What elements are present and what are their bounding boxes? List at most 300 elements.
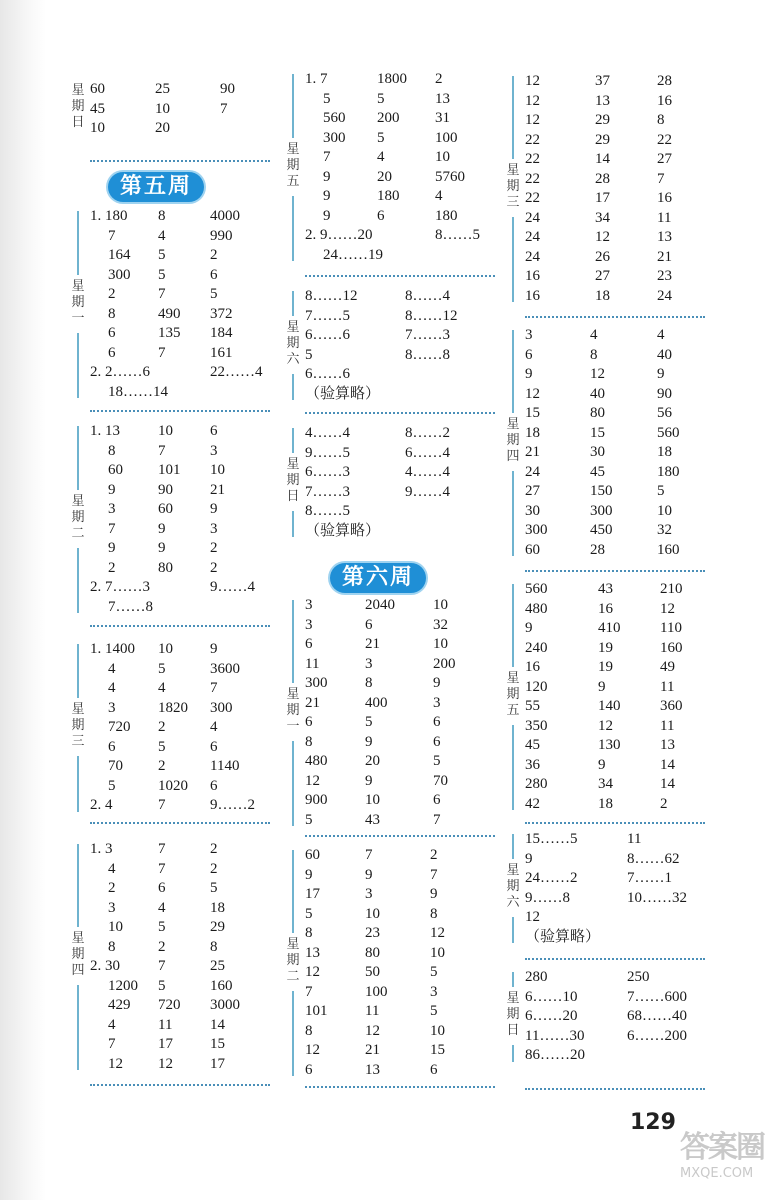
- answer-value: 26: [595, 248, 610, 265]
- answer-row: [305, 846, 495, 866]
- answer-row: [90, 266, 270, 286]
- answer-value: 2040: [365, 597, 395, 613]
- answer-value: 3: [305, 616, 313, 633]
- answer-value: 9: [365, 733, 373, 750]
- answer-row: [90, 344, 270, 364]
- answer-value: 12: [525, 92, 540, 109]
- answer-value: 43: [365, 811, 380, 828]
- answer-value: 10: [155, 100, 170, 117]
- dotted-separator: [90, 822, 270, 824]
- answer-row: [525, 619, 705, 639]
- answer-row: [90, 481, 270, 501]
- answer-row: [525, 228, 705, 248]
- answer-value: 3000: [210, 997, 240, 1013]
- answer-value: 10: [90, 120, 105, 136]
- answer-rows: [305, 424, 495, 541]
- answer-value: 180: [657, 463, 680, 480]
- day-label-bar: [512, 76, 514, 159]
- answer-value: 6: [210, 777, 218, 794]
- answer-row: [90, 100, 270, 120]
- answer-row: [525, 72, 705, 92]
- answer-value: 4000: [210, 208, 240, 224]
- answer-value: 5: [158, 738, 166, 755]
- section-week5-saturday: [285, 287, 495, 404]
- answer-row: [90, 207, 270, 227]
- answer-row: [90, 246, 270, 266]
- answer-value: 1. 3: [90, 841, 113, 857]
- answer-value: 17: [158, 1036, 173, 1052]
- answer-value: 2: [158, 719, 166, 735]
- answer-value: 56: [657, 405, 672, 421]
- answer-row: [525, 131, 705, 151]
- answer-row: [305, 70, 495, 90]
- answer-row: [525, 209, 705, 229]
- answer-value: 5760: [435, 168, 465, 185]
- answer-row: [305, 616, 495, 636]
- answer-row: [90, 1016, 270, 1036]
- answer-value: 14: [660, 776, 675, 792]
- day-label: [70, 931, 86, 979]
- answer-value: 6: [210, 423, 218, 439]
- answer-value: 720: [108, 719, 131, 735]
- answer-value: 2: [210, 860, 218, 877]
- answer-value: 180: [377, 188, 400, 204]
- answer-column-3: [505, 70, 705, 1100]
- answer-value: 24: [525, 463, 540, 480]
- answer-value: 9: [430, 886, 438, 902]
- answer-value: 7: [158, 286, 166, 302]
- answer-value: 240: [525, 639, 548, 656]
- answer-value: 27: [595, 268, 610, 284]
- answer-value: 14: [210, 1016, 225, 1033]
- answer-value: 24……2: [525, 870, 578, 886]
- answer-value: 161: [210, 344, 233, 361]
- answer-row: [525, 346, 705, 366]
- day-label-text: 星期一: [71, 278, 85, 326]
- answer-value: 3: [525, 327, 533, 343]
- answer-value: 300: [108, 266, 131, 283]
- answer-value: 7: [108, 1036, 116, 1052]
- dotted-separator: [305, 835, 495, 837]
- answer-value: 5: [657, 483, 665, 499]
- answer-value: 21: [365, 1042, 380, 1058]
- answer-value: 6: [365, 616, 373, 633]
- answer-value: 9: [305, 866, 313, 883]
- day-label-text: 星期三: [506, 163, 520, 210]
- answer-value: 10: [365, 792, 380, 808]
- answer-row: [305, 674, 495, 694]
- answer-row: [90, 860, 270, 880]
- answer-value: 28: [590, 541, 605, 558]
- answer-value: 5: [377, 129, 385, 146]
- answer-value: 9: [525, 366, 533, 382]
- answer-value: 2. 4: [90, 797, 113, 813]
- answer-value: 450: [590, 522, 613, 538]
- answer-rows: [305, 596, 495, 830]
- answer-value: 2: [210, 540, 218, 556]
- answer-value: 184: [210, 325, 233, 341]
- answer-value: 29: [595, 131, 610, 148]
- answer-row: [525, 463, 705, 483]
- section-week6-sunday: [505, 968, 705, 1066]
- answer-value: 6: [305, 636, 313, 652]
- answer-value: 6: [210, 266, 218, 283]
- answer-value: 8……12: [305, 288, 358, 304]
- answer-rows: [305, 287, 495, 404]
- answer-row: [525, 850, 705, 870]
- answer-value: 7……3: [305, 483, 350, 500]
- answer-value: 7: [108, 227, 116, 244]
- answer-value: 49: [660, 659, 675, 675]
- day-label-bar: [512, 584, 514, 667]
- answer-value: 12: [525, 909, 540, 925]
- answer-value: 6: [305, 1061, 313, 1078]
- answer-value: 60: [158, 501, 173, 517]
- answer-value: 410: [598, 620, 621, 636]
- answer-value: 300: [525, 522, 548, 538]
- answer-value: 3: [108, 699, 116, 716]
- answer-row: [305, 635, 495, 655]
- watermark-url: MXQE.COM: [680, 1166, 754, 1181]
- answer-row: [305, 365, 495, 385]
- answer-row: [305, 385, 495, 405]
- answer-value: 40: [657, 346, 672, 363]
- answer-value: 3: [365, 886, 373, 902]
- answer-value: 4……4: [405, 464, 450, 480]
- day-label: [70, 702, 86, 750]
- answer-value: 29: [595, 112, 610, 128]
- answer-row: [90, 640, 270, 660]
- answer-value: 9: [598, 678, 606, 695]
- answer-column-2: [285, 70, 495, 1100]
- answer-value: 300: [590, 502, 613, 519]
- dotted-separator: [305, 412, 495, 414]
- answer-value: 6: [305, 714, 313, 730]
- answer-value: 37: [595, 73, 610, 89]
- answer-value: 13: [305, 944, 320, 961]
- answer-value: 8: [657, 112, 665, 128]
- answer-value: 18: [210, 899, 225, 916]
- answer-value: 4: [108, 860, 116, 877]
- day-label-bar: [77, 548, 79, 614]
- day-label-bar: [512, 471, 514, 556]
- answer-row: [305, 463, 495, 483]
- answer-value: 9: [365, 772, 373, 789]
- answer-value: 27: [657, 151, 672, 167]
- answer-value: 6……6: [305, 327, 350, 343]
- answer-value: 7……3: [405, 327, 450, 343]
- answer-value: 250: [627, 969, 650, 985]
- answer-value: 32: [433, 616, 448, 633]
- answer-value: 45: [525, 737, 540, 753]
- answer-value: 8: [590, 346, 598, 363]
- answer-value: 2: [210, 247, 218, 263]
- answer-value: 15: [590, 424, 605, 441]
- answer-row: [305, 522, 495, 542]
- answer-row: [305, 346, 495, 366]
- answer-row: [305, 772, 495, 792]
- answer-value: 350: [525, 717, 548, 734]
- answer-value: 140: [598, 698, 621, 714]
- answer-row: [305, 307, 495, 327]
- day-label: [70, 494, 86, 542]
- answer-value: 4……4: [305, 425, 350, 441]
- answer-value: 6: [433, 792, 441, 808]
- answer-value: 200: [377, 110, 400, 126]
- dotted-separator: [90, 410, 270, 412]
- answer-row: [525, 795, 705, 815]
- answer-value: 25: [210, 958, 225, 974]
- answer-row: [525, 424, 705, 444]
- answer-row: [305, 226, 495, 246]
- answer-value: 36: [525, 756, 540, 773]
- answer-value: 8……62: [627, 850, 680, 867]
- answer-value: （验算略）: [525, 928, 601, 945]
- answer-value: 9: [210, 641, 218, 657]
- answer-value: 12: [595, 229, 610, 245]
- answer-value: 11: [657, 209, 672, 226]
- answer-value: 6……3: [305, 464, 350, 480]
- answer-row: [90, 660, 270, 680]
- day-label-bar: [77, 211, 79, 275]
- answer-value: 5: [158, 977, 166, 994]
- day-label-text: 星期日: [71, 83, 85, 131]
- answer-row: [90, 227, 270, 247]
- answer-row: [525, 889, 705, 909]
- day-label-bar: [512, 1045, 514, 1062]
- answer-value: 11: [365, 1003, 380, 1019]
- answer-rows: [525, 968, 705, 1066]
- dotted-separator: [525, 1088, 705, 1090]
- answer-value: 12: [158, 1055, 173, 1072]
- answer-row: [305, 944, 495, 964]
- answer-row: [305, 246, 495, 266]
- day-label-bar: [512, 917, 514, 944]
- answer-value: 14: [660, 756, 675, 773]
- section-week5-thursday: [70, 840, 270, 1074]
- answer-value: 14: [595, 151, 610, 167]
- answer-value: 8……4: [405, 288, 450, 304]
- answer-rows: [525, 830, 705, 947]
- day-label: [70, 83, 86, 131]
- section-week5-friday: [285, 70, 495, 265]
- answer-value: 12: [525, 73, 540, 89]
- answer-value: 120: [525, 678, 548, 695]
- answer-row: [90, 363, 270, 383]
- dotted-separator: [525, 316, 705, 318]
- answer-value: 5: [158, 660, 166, 677]
- answer-value: 12: [305, 1042, 320, 1058]
- answer-value: 6……20: [525, 1008, 578, 1024]
- answer-row: [90, 679, 270, 699]
- answer-value: 160: [657, 541, 680, 558]
- answer-value: 10: [158, 423, 173, 439]
- answer-value: 18: [595, 287, 610, 304]
- dotted-separator: [305, 275, 495, 277]
- answer-value: 8: [305, 925, 313, 941]
- answer-row: [525, 908, 705, 928]
- answer-value: 27: [525, 483, 540, 499]
- day-label-text: 星期日: [286, 456, 300, 504]
- answer-row: [90, 840, 270, 860]
- answer-value: 8: [305, 1022, 313, 1039]
- answer-row: [525, 736, 705, 756]
- answer-row: [525, 170, 705, 190]
- answer-row: [525, 326, 705, 346]
- answer-value: 15: [210, 1036, 225, 1052]
- answer-row: [90, 1035, 270, 1055]
- answer-row: [90, 996, 270, 1016]
- day-label-bar: [292, 850, 294, 933]
- answer-value: 4: [108, 660, 116, 677]
- answer-value: 8: [108, 442, 116, 459]
- answer-value: 12: [305, 772, 320, 789]
- answer-value: 5: [430, 964, 438, 980]
- answer-value: 1. 13: [90, 423, 120, 439]
- answer-value: 9: [323, 188, 331, 204]
- answer-row: [525, 189, 705, 209]
- answer-value: 5: [433, 753, 441, 769]
- answer-row: [90, 699, 270, 719]
- answer-value: 20: [365, 753, 380, 769]
- answer-value: 7……1: [627, 870, 672, 886]
- answer-row: [90, 305, 270, 325]
- section-week6-friday: [505, 580, 705, 814]
- answer-row: [525, 756, 705, 776]
- answer-row: [305, 694, 495, 714]
- dotted-separator: [90, 625, 270, 627]
- dotted-separator: [525, 570, 705, 572]
- answer-value: 9: [657, 366, 665, 382]
- page-spine-shadow: [0, 0, 46, 1200]
- answer-value: 135: [158, 325, 181, 341]
- day-label-text: 星期三: [71, 701, 85, 749]
- answer-row: [90, 500, 270, 520]
- answer-value: 3: [210, 442, 218, 459]
- answer-row: [525, 580, 705, 600]
- answer-value: 5: [158, 247, 166, 263]
- answer-value: 90: [657, 385, 672, 402]
- day-label-bar: [77, 756, 79, 812]
- answer-row: [525, 385, 705, 405]
- answer-value: 6……4: [405, 444, 450, 461]
- answer-row: [525, 287, 705, 307]
- answer-value: 5: [305, 905, 313, 922]
- answer-value: 12: [525, 112, 540, 128]
- answer-value: 9: [323, 168, 331, 185]
- answer-value: 20: [377, 168, 392, 185]
- answer-value: 8: [158, 208, 166, 224]
- answer-value: 160: [210, 977, 233, 994]
- answer-value: 9: [108, 540, 116, 556]
- answer-value: 7: [365, 847, 373, 863]
- answer-value: 13: [365, 1061, 380, 1078]
- answer-row: [305, 733, 495, 753]
- answer-value: 372: [210, 305, 233, 322]
- answer-value: 22: [525, 170, 540, 187]
- answer-row: [305, 963, 495, 983]
- section-week6-thursday: [505, 326, 705, 560]
- section-week6-monday: [285, 596, 495, 830]
- answer-value: 3: [305, 597, 313, 613]
- answer-value: 1. 7: [305, 71, 328, 87]
- day-label-text: 星期日: [506, 990, 520, 1038]
- answer-value: 480: [525, 600, 548, 617]
- answer-value: 19: [598, 639, 613, 656]
- answer-value: 4: [377, 149, 385, 165]
- answer-value: 3: [365, 655, 373, 672]
- answer-value: 2: [435, 71, 443, 87]
- answer-value: 4: [590, 327, 598, 343]
- answer-value: 20: [155, 120, 170, 136]
- answer-row: [90, 80, 270, 100]
- answer-value: 9: [525, 620, 533, 636]
- answer-value: 30: [590, 444, 605, 460]
- answer-value: 9……4: [405, 483, 450, 500]
- day-label-bar: [77, 333, 79, 399]
- answer-value: 180: [435, 207, 458, 224]
- answer-row: [90, 918, 270, 938]
- day-label-text: 星期四: [71, 931, 85, 978]
- answer-value: 130: [598, 737, 621, 753]
- answer-rows: [90, 422, 270, 617]
- answer-value: 24: [525, 248, 540, 265]
- answer-value: 4: [108, 1016, 116, 1033]
- answer-value: 8: [108, 305, 116, 322]
- answer-row: [305, 424, 495, 444]
- answer-value: 45: [90, 100, 105, 117]
- answer-value: 68……40: [627, 1008, 687, 1024]
- answer-row: [305, 1041, 495, 1061]
- answer-value: 4: [158, 899, 166, 916]
- answer-value: 6: [210, 738, 218, 755]
- answer-row: [305, 502, 495, 522]
- day-label-bar: [512, 217, 514, 302]
- answer-value: 110: [660, 620, 682, 636]
- answer-row: [525, 600, 705, 620]
- answer-row: [90, 777, 270, 797]
- answer-value: 6……10: [525, 988, 578, 1005]
- answer-row: [525, 968, 705, 988]
- answer-value: 5: [108, 777, 116, 794]
- answer-value: 32: [657, 522, 672, 538]
- answer-row: [90, 796, 270, 816]
- day-label: [505, 417, 521, 465]
- day-label-bar: [292, 600, 294, 683]
- answer-row: [90, 422, 270, 442]
- answer-value: 10: [657, 502, 672, 519]
- answer-value: 2: [430, 847, 438, 863]
- answer-row: [525, 111, 705, 131]
- answer-value: 9……2: [210, 797, 255, 813]
- week-6-title: 第六周: [330, 563, 426, 593]
- answer-row: [525, 150, 705, 170]
- answer-value: 12: [598, 717, 613, 734]
- section-c1-sunday: [70, 80, 270, 139]
- answer-value: 990: [210, 227, 233, 244]
- section-week5-monday: [70, 207, 270, 402]
- answer-value: 28: [657, 73, 672, 89]
- answer-value: 2: [108, 559, 116, 576]
- answer-value: 4: [435, 188, 443, 204]
- answer-row: [90, 899, 270, 919]
- answer-value: 1. 1400: [90, 641, 135, 657]
- answer-value: 6……200: [627, 1027, 687, 1044]
- answer-value: 10: [108, 919, 123, 935]
- answer-value: 7: [158, 958, 166, 974]
- answer-value: （验算略）: [305, 522, 381, 539]
- answer-value: 7: [210, 680, 218, 696]
